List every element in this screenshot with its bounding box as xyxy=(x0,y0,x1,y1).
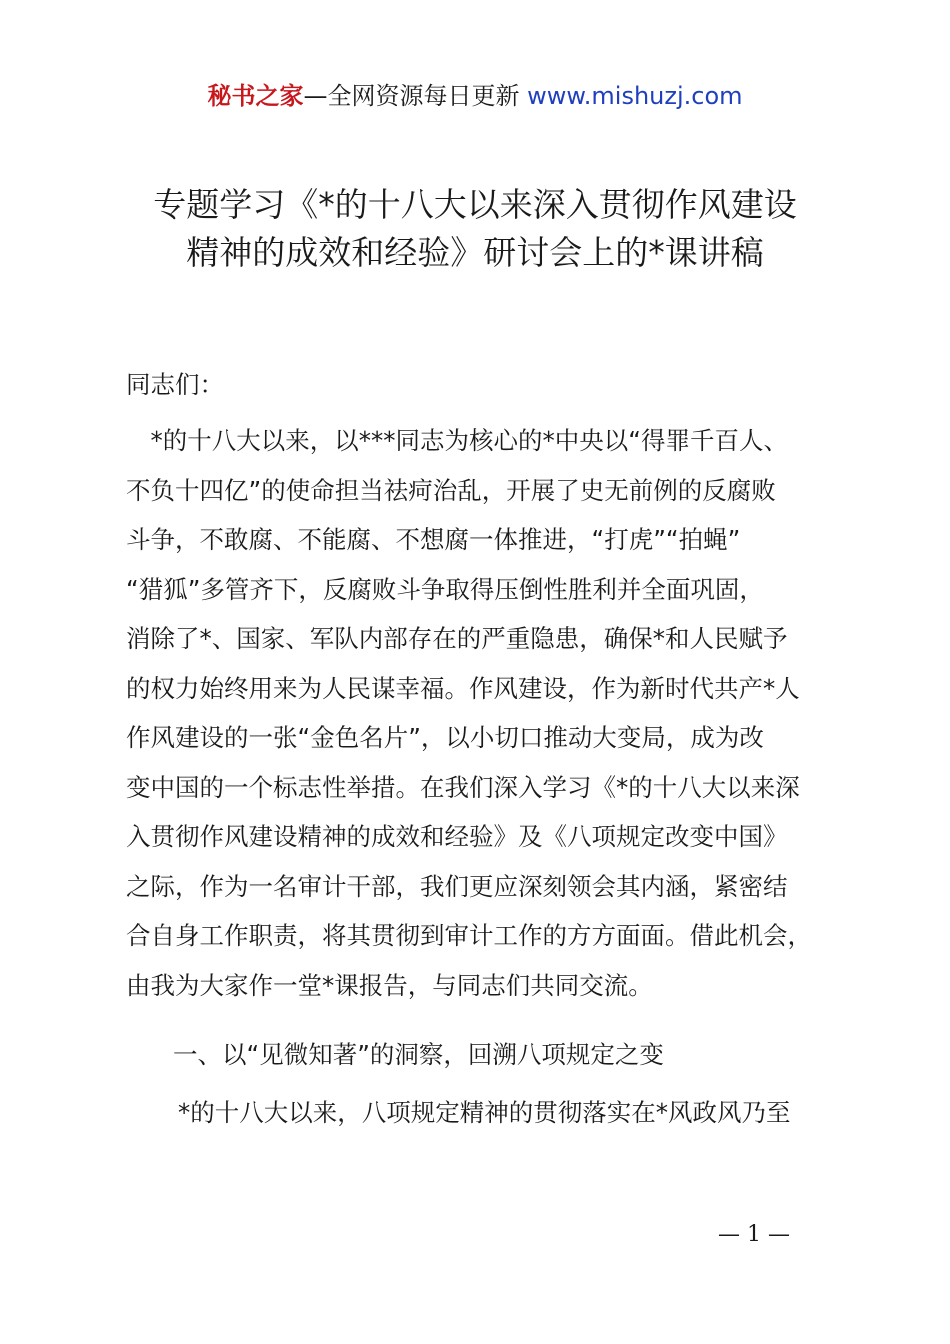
paragraph-line: 斗争，不敢腐、不能腐、不想腐一体推进，“打虎”“拍蝇” xyxy=(126,525,741,554)
paragraph-line: 入贯彻作风建设精神的成效和经验》及《八项规定改变中国》 xyxy=(126,822,788,851)
paragraph-line: 的权力始终用来为人民谋幸福。作风建设，作为新时代共产*人 xyxy=(126,673,800,703)
paragraph-line: 不负十四亿”的使命担当祛疴治乱，开展了史无前例的反腐败 xyxy=(126,475,776,505)
site-url-link[interactable]: www.mishuzj.com xyxy=(527,82,743,110)
document-title-line-2: 精神的成效和经验》研讨会上的*课讲稿 xyxy=(186,233,764,272)
paragraph-line: 作风建设的一张“金色名片”，以小切口推动大变局，成为改 xyxy=(126,723,764,752)
site-banner xyxy=(0,80,950,112)
paragraph-1 xyxy=(126,416,812,1010)
paragraph-line: *的十八大以来，以***同志为核心的*中央以“得罪千百人、 xyxy=(126,426,788,455)
paragraph-2: *的十八大以来，八项规定精神的贯彻落实在*风政风乃至 xyxy=(178,1098,791,1127)
paragraph-line: 由我为大家作一堂*课报告，与同志们共同交流。 xyxy=(126,970,653,1000)
paragraph-line: 变中国的一个标志性举措。在我们深入学习《*的十八大以来深 xyxy=(126,772,800,802)
section-heading-1: 一、以“见微知著”的洞察，回溯八项规定之变 xyxy=(173,1040,664,1069)
page-number: — 1 — xyxy=(718,1222,790,1247)
document-title-line-1: 专题学习《*的十八大以来深入贯彻作风建设 xyxy=(153,185,797,224)
site-brand: 秘书之家 xyxy=(207,82,304,110)
salutation: 同志们： xyxy=(126,370,224,399)
document-title xyxy=(0,181,950,277)
paragraph-line: 消除了*、国家、军队内部存在的严重隐患，确保*和人民赋予 xyxy=(126,624,788,653)
paragraph-line: “猎狐”多管齐下，反腐败斗争取得压倒性胜利并全面巩固， xyxy=(126,574,764,604)
site-tagline: —全网资源每日更新 xyxy=(303,82,520,110)
paragraph-line: 合自身工作职责，将其贯彻到审计工作的方方面面。借此机会， xyxy=(126,921,812,950)
paragraph-line: 之际，作为一名审计干部，我们更应深刻领会其内涵，紧密结 xyxy=(126,871,788,901)
